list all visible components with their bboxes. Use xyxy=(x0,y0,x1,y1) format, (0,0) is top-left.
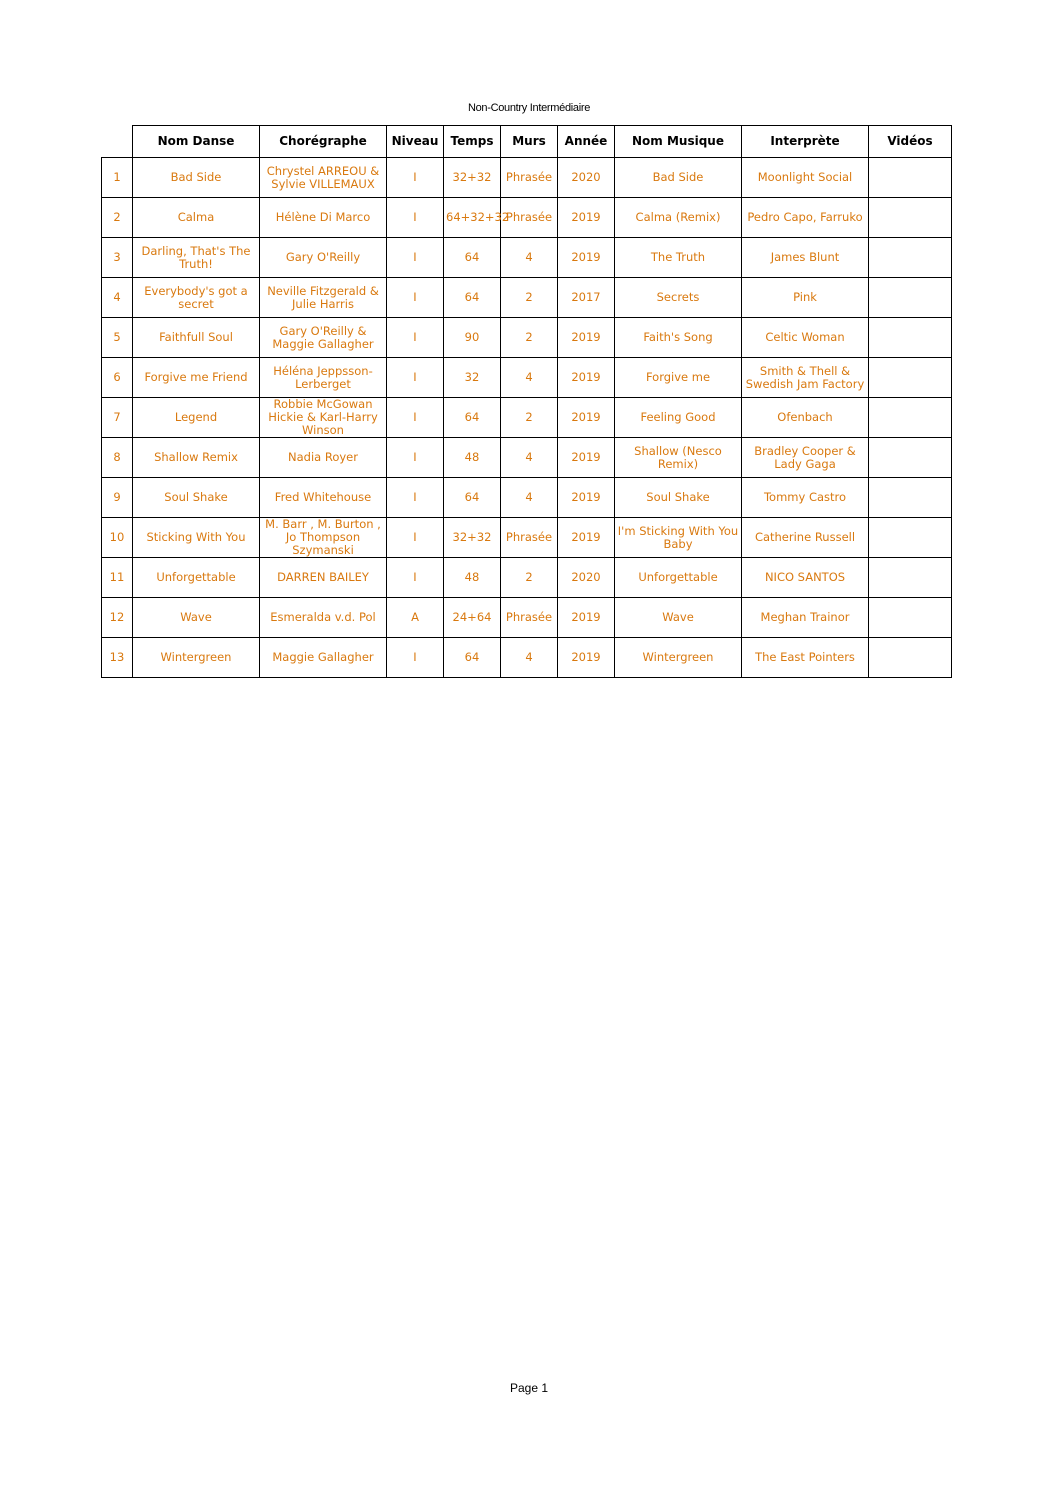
videos-cell xyxy=(869,318,952,358)
interprete-cell: Pedro Capo, Farruko xyxy=(742,198,869,238)
row-number-cell: 10 xyxy=(102,518,133,558)
annee-cell: 2019 xyxy=(558,518,615,558)
interprete-cell: NICO SANTOS xyxy=(742,558,869,598)
nom-danse-cell: Faithfull Soul xyxy=(133,318,260,358)
videos-cell xyxy=(869,198,952,238)
murs-cell: 2 xyxy=(501,278,558,318)
choregraphe-cell: Hélène Di Marco xyxy=(260,198,387,238)
col-header-annee: Année xyxy=(558,126,615,158)
murs-cell: 2 xyxy=(501,318,558,358)
annee-cell: 2020 xyxy=(558,558,615,598)
temps-cell: 64 xyxy=(444,238,501,278)
videos-cell xyxy=(869,598,952,638)
niveau-cell: I xyxy=(387,238,444,278)
annee-cell: 2019 xyxy=(558,638,615,678)
murs-cell: 2 xyxy=(501,398,558,438)
murs-cell: Phrasée xyxy=(501,598,558,638)
niveau-cell: I xyxy=(387,478,444,518)
nom-musique-cell: Feeling Good xyxy=(615,398,742,438)
choregraphe-cell: M. Barr , M. Burton , Jo Thompson Szymanski xyxy=(260,518,387,558)
table-row xyxy=(102,398,952,438)
nom-musique-cell: Wave xyxy=(615,598,742,638)
nom-musique-cell: Secrets xyxy=(615,278,742,318)
choregraphe-cell: Neville Fitzgerald & Julie Harris xyxy=(260,278,387,318)
annee-cell: 2019 xyxy=(558,318,615,358)
nom-danse-cell: Wave xyxy=(133,598,260,638)
videos-cell xyxy=(869,278,952,318)
videos-cell xyxy=(869,638,952,678)
temps-cell: 90 xyxy=(444,318,501,358)
niveau-cell: A xyxy=(387,598,444,638)
interprete-cell: Celtic Woman xyxy=(742,318,869,358)
table-row xyxy=(102,518,952,558)
table-row xyxy=(102,598,952,638)
murs-cell: Phrasée xyxy=(501,518,558,558)
nom-danse-cell: Legend xyxy=(133,398,260,438)
nom-danse-cell: Everybody's got a secret xyxy=(133,278,260,318)
interprete-cell: James Blunt xyxy=(742,238,869,278)
interprete-cell: Ofenbach xyxy=(742,398,869,438)
murs-cell: 4 xyxy=(501,358,558,398)
row-number-cell: 4 xyxy=(102,278,133,318)
col-header-videos: Vidéos xyxy=(869,126,952,158)
annee-cell: 2019 xyxy=(558,198,615,238)
temps-cell: 32 xyxy=(444,358,501,398)
page-title: Non-Country Intermédiaire xyxy=(467,102,591,114)
interprete-cell: Catherine Russell xyxy=(742,518,869,558)
murs-cell: 2 xyxy=(501,558,558,598)
nom-danse-cell: Sticking With You xyxy=(133,518,260,558)
page-number: Page 1 xyxy=(509,1381,549,1395)
nom-musique-cell: Bad Side xyxy=(615,158,742,198)
videos-cell xyxy=(869,398,952,438)
choregraphe-cell: DARREN BAILEY xyxy=(260,558,387,598)
nom-danse-cell: Unforgettable xyxy=(133,558,260,598)
temps-cell: 48 xyxy=(444,438,501,478)
nom-musique-cell: Shallow (Nesco Remix) xyxy=(615,438,742,478)
niveau-cell: I xyxy=(387,198,444,238)
table-row xyxy=(102,478,952,518)
choregraphe-cell: Nadia Royer xyxy=(260,438,387,478)
interprete-cell: Tommy Castro xyxy=(742,478,869,518)
col-header-nom-musique: Nom Musique xyxy=(615,126,742,158)
col-header-interprete: Interprète xyxy=(742,126,869,158)
row-number-cell: 7 xyxy=(102,398,133,438)
murs-cell: Phrasée xyxy=(501,198,558,238)
row-number-cell: 12 xyxy=(102,598,133,638)
nom-musique-cell: Calma (Remix) xyxy=(615,198,742,238)
niveau-cell: I xyxy=(387,518,444,558)
choregraphe-cell: Gary O'Reilly xyxy=(260,238,387,278)
row-number-cell: 13 xyxy=(102,638,133,678)
nom-musique-cell: The Truth xyxy=(615,238,742,278)
choregraphe-cell: Esmeralda v.d. Pol xyxy=(260,598,387,638)
nom-danse-cell: Wintergreen xyxy=(133,638,260,678)
temps-cell: 64+32+32 xyxy=(444,198,501,238)
row-number-cell: 6 xyxy=(102,358,133,398)
murs-cell: 4 xyxy=(501,478,558,518)
niveau-cell: I xyxy=(387,438,444,478)
annee-cell: 2019 xyxy=(558,398,615,438)
table-row xyxy=(102,638,952,678)
row-number-cell: 8 xyxy=(102,438,133,478)
interprete-cell: Bradley Cooper & Lady Gaga xyxy=(742,438,869,478)
choregraphe-cell: Gary O'Reilly & Maggie Gallagher xyxy=(260,318,387,358)
temps-cell: 64 xyxy=(444,638,501,678)
annee-cell: 2019 xyxy=(558,358,615,398)
choregraphe-cell: Héléna Jeppsson-Lerberget xyxy=(260,358,387,398)
dance-table xyxy=(101,125,952,678)
nom-musique-cell: Soul Shake xyxy=(615,478,742,518)
videos-cell xyxy=(869,238,952,278)
col-header-temps: Temps xyxy=(444,126,501,158)
videos-cell xyxy=(869,438,952,478)
niveau-cell: I xyxy=(387,278,444,318)
murs-cell: 4 xyxy=(501,238,558,278)
row-number-cell: 11 xyxy=(102,558,133,598)
row-number-cell: 9 xyxy=(102,478,133,518)
temps-cell: 64 xyxy=(444,478,501,518)
nom-musique-cell: Unforgettable xyxy=(615,558,742,598)
annee-cell: 2019 xyxy=(558,238,615,278)
table-row xyxy=(102,278,952,318)
temps-cell: 32+32 xyxy=(444,158,501,198)
nom-musique-cell: I'm Sticking With You Baby xyxy=(615,518,742,558)
niveau-cell: I xyxy=(387,358,444,398)
col-header-niveau: Niveau xyxy=(387,126,444,158)
annee-cell: 2019 xyxy=(558,438,615,478)
temps-cell: 64 xyxy=(444,398,501,438)
interprete-cell: The East Pointers xyxy=(742,638,869,678)
row-number-cell: 3 xyxy=(102,238,133,278)
temps-cell: 48 xyxy=(444,558,501,598)
annee-cell: 2017 xyxy=(558,278,615,318)
table-row xyxy=(102,438,952,478)
nom-musique-cell: Forgive me xyxy=(615,358,742,398)
interprete-cell: Meghan Trainor xyxy=(742,598,869,638)
table-row xyxy=(102,358,952,398)
videos-cell xyxy=(869,158,952,198)
choregraphe-cell: Robbie McGowan Hickie & Karl-Harry Winson xyxy=(260,398,387,438)
choregraphe-cell: Maggie Gallagher xyxy=(260,638,387,678)
videos-cell xyxy=(869,358,952,398)
nom-danse-cell: Calma xyxy=(133,198,260,238)
col-header-murs: Murs xyxy=(501,126,558,158)
corner-cell xyxy=(102,126,133,158)
temps-cell: 24+64 xyxy=(444,598,501,638)
nom-musique-cell: Wintergreen xyxy=(615,638,742,678)
videos-cell xyxy=(869,558,952,598)
murs-cell: Phrasée xyxy=(501,158,558,198)
niveau-cell: I xyxy=(387,318,444,358)
table-row xyxy=(102,318,952,358)
choregraphe-cell: Fred Whitehouse xyxy=(260,478,387,518)
nom-danse-cell: Shallow Remix xyxy=(133,438,260,478)
table-row xyxy=(102,158,952,198)
header-row xyxy=(102,126,952,158)
temps-cell: 32+32 xyxy=(444,518,501,558)
col-header-nom-danse: Nom Danse xyxy=(133,126,260,158)
temps-cell: 64 xyxy=(444,278,501,318)
interprete-cell: Pink xyxy=(742,278,869,318)
annee-cell: 2020 xyxy=(558,158,615,198)
annee-cell: 2019 xyxy=(558,478,615,518)
niveau-cell: I xyxy=(387,638,444,678)
nom-musique-cell: Faith's Song xyxy=(615,318,742,358)
interprete-cell: Smith & Thell & Swedish Jam Factory xyxy=(742,358,869,398)
col-header-choregraphe: Chorégraphe xyxy=(260,126,387,158)
murs-cell: 4 xyxy=(501,638,558,678)
table-row xyxy=(102,198,952,238)
table-row xyxy=(102,238,952,278)
row-number-cell: 2 xyxy=(102,198,133,238)
niveau-cell: I xyxy=(387,558,444,598)
interprete-cell: Moonlight Social xyxy=(742,158,869,198)
nom-danse-cell: Soul Shake xyxy=(133,478,260,518)
table-row xyxy=(102,558,952,598)
nom-danse-cell: Forgive me Friend xyxy=(133,358,260,398)
niveau-cell: I xyxy=(387,158,444,198)
choregraphe-cell: Chrystel ARREOU & Sylvie VILLEMAUX xyxy=(260,158,387,198)
row-number-cell: 5 xyxy=(102,318,133,358)
nom-danse-cell: Bad Side xyxy=(133,158,260,198)
videos-cell xyxy=(869,478,952,518)
niveau-cell: I xyxy=(387,398,444,438)
nom-danse-cell: Darling, That's The Truth! xyxy=(133,238,260,278)
row-number-cell: 1 xyxy=(102,158,133,198)
murs-cell: 4 xyxy=(501,438,558,478)
annee-cell: 2019 xyxy=(558,598,615,638)
videos-cell xyxy=(869,518,952,558)
